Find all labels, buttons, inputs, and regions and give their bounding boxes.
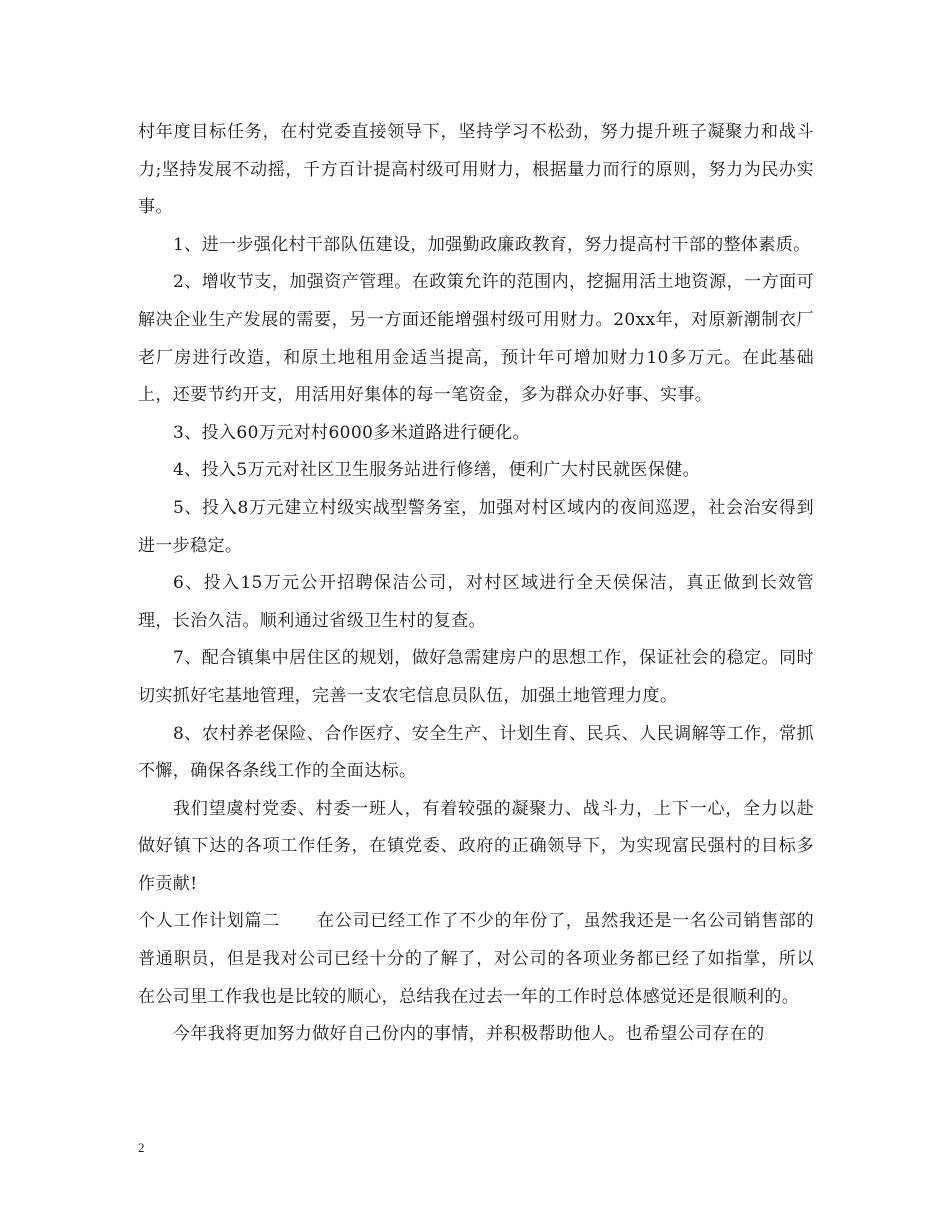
paragraph-item-4: 4、投入5万元对社区卫生服务站进行修缮，便利广大村民就医保健。 (173, 460, 701, 481)
section-heading: 个人工作计划篇二 (138, 911, 281, 932)
heading-gap (280, 911, 317, 931)
section-two-text: 在公司已经工作了不少的年份了，虽然我还是一名公司销售部的普通职员，但是我对公司已经十分的了解了，对公司的各项业务都已经了如指掌，所以在公司里工作我也是比较的顺心，总结我在过去一年的工作时总体感觉还是很顺利的。 (138, 911, 815, 1007)
paragraph-item-1: 1、进一步强化村干部队伍建设，加强勤政廉政教育，努力提高村干部的整体素质。 (173, 234, 811, 255)
paragraph-conclusion: 我们望虞村党委、村委一班人，有着较强的凝聚力、战斗力，上下一心，全力以赴做好镇下达的各项工作任务，在镇党委、政府的正确领导下，为实现富民强村的目标多作贡献! (138, 798, 814, 894)
paragraph-item-2: 2、增收节支，加强资产管理。在政策允许的范围内，挖掘用活土地资源，一方面可解决企业生产发展的需要，另一方面还能增强村级可用财力。20xx年，对原新潮制衣厂老厂房进行改造，和原土地租用金适当提高，预计年可增加财力10多万元。在此基础上，还要节约开支，用活用好集体的每一笔资金，多为群众办好事、实事。 (138, 272, 814, 406)
page-number: 2 (138, 1140, 145, 1155)
paragraph-item-8: 8、农村养老保险、合作医疗、安全生产、计划生育、民兵、人民调解等工作，常抓不懈，确保各条线工作的全面达标。 (138, 723, 814, 782)
paragraph-item-3: 3、投入60万元对村6000多米道路进行硬化。 (173, 422, 530, 443)
paragraph-item-6: 6、投入15万元公开招聘保洁公司，对村区域进行全天侯保洁，真正做到长效管理，长治久洁。顺利通过省级卫生村的复查。 (138, 573, 814, 631)
paragraph-item-5: 5、投入8万元建立村级实战型警务室，加强对村区域内的夜间巡逻，社会治安得到进一步稳定。 (138, 497, 814, 556)
paragraph-intro: 村年度目标任务，在村党委直接领导下，坚持学习不松劲，努力提升班子凝聚力和战斗力;坚持发展不动摇，千方百计提高村级可用财力，根据量力而行的原则，努力为民办实事。 (138, 122, 814, 218)
paragraph-item-7: 7、配合镇集中居住区的规划，做好急需建房户的思想工作，保证社会的稳定。同时切实抓好宅基地管理，完善一支农宅信息员队伍，加强土地管理力度。 (138, 648, 814, 706)
section-two-paragraph (138, 903, 814, 1016)
document-body (138, 114, 814, 1054)
paragraph-closing: 今年我将更加努力做好自己份内的事情，并积极帮助他人。也希望公司存在的 (173, 1024, 765, 1045)
